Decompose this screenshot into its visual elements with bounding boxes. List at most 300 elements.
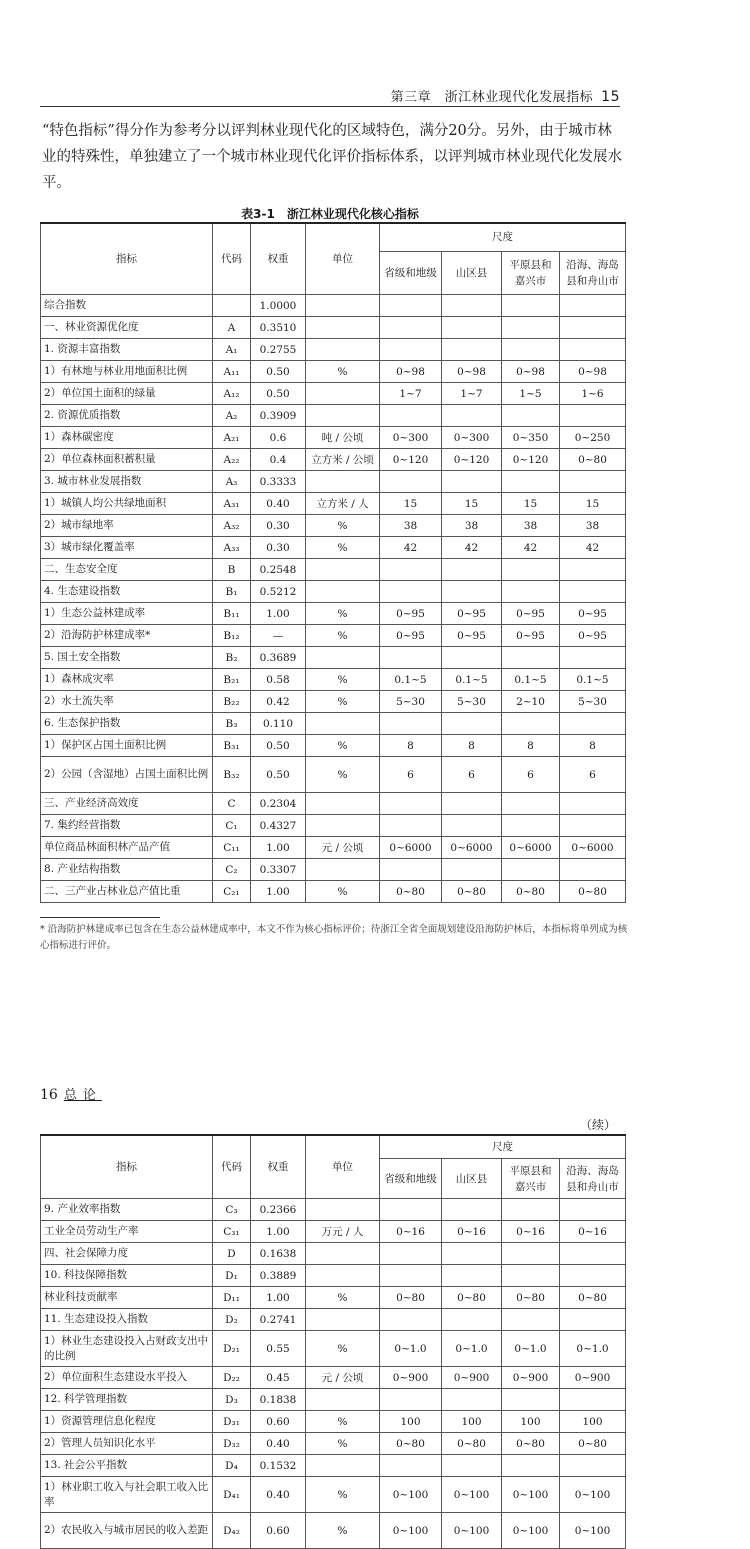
scale-cell: 0~100 xyxy=(380,1513,442,1549)
scale-cell xyxy=(442,295,502,317)
table-row xyxy=(41,1199,626,1221)
scale-cell xyxy=(560,1309,626,1331)
weight-cell: 0.50 xyxy=(251,735,306,757)
code-cell: C₃ xyxy=(213,1199,251,1221)
footnote-rule xyxy=(40,917,160,918)
weight-cell: 1.00 xyxy=(251,881,306,903)
header-scale-col: 平原县和嘉兴市 xyxy=(502,251,560,294)
scale-cell xyxy=(380,1243,442,1265)
code-cell: A₂₂ xyxy=(213,449,251,471)
code-cell: D₄₂ xyxy=(213,1513,251,1549)
page-number: 16 xyxy=(40,1087,58,1103)
unit-cell xyxy=(306,1265,380,1287)
scale-cell xyxy=(560,1243,626,1265)
unit-cell xyxy=(306,581,380,603)
indicator-cell: 2）管理人员知识化水平 xyxy=(41,1433,213,1455)
indicator-cell: 工业全员劳动生产率 xyxy=(41,1221,213,1243)
scale-cell: 0~95 xyxy=(442,603,502,625)
scale-cell: 0~1.0 xyxy=(380,1331,442,1367)
header-scale: 尺度 xyxy=(380,1135,626,1159)
scale-cell: 0~80 xyxy=(380,1433,442,1455)
scale-cell: 0~1.0 xyxy=(560,1331,626,1367)
scale-cell: 38 xyxy=(380,515,442,537)
scale-cell: 0~98 xyxy=(560,361,626,383)
unit-cell: % xyxy=(306,735,380,757)
weight-cell: 0.2741 xyxy=(251,1309,306,1331)
scale-cell: 0~100 xyxy=(502,1513,560,1549)
indicator-cell: 4. 生态建设指数 xyxy=(41,581,213,603)
code-cell: C xyxy=(213,793,251,815)
unit-cell xyxy=(306,559,380,581)
scale-cell xyxy=(502,405,560,427)
header-code: 代码 xyxy=(213,1135,251,1199)
header-indicator: 指标 xyxy=(41,1135,213,1199)
code-cell: B₃₁ xyxy=(213,735,251,757)
weight-cell: 0.60 xyxy=(251,1411,306,1433)
scale-cell xyxy=(560,1389,626,1411)
scale-cell xyxy=(380,1309,442,1331)
scale-cell xyxy=(560,859,626,881)
scale-cell: 38 xyxy=(560,515,626,537)
scale-cell: 5~30 xyxy=(442,691,502,713)
unit-cell xyxy=(306,647,380,669)
scale-cell: 6 xyxy=(502,757,560,793)
indicator-cell: 2）城市绿地率 xyxy=(41,515,213,537)
scale-cell: 15 xyxy=(380,493,442,515)
weight-cell: 1.00 xyxy=(251,837,306,859)
scale-cell xyxy=(442,1199,502,1221)
scale-cell xyxy=(560,1455,626,1477)
scale-cell: 0~95 xyxy=(502,603,560,625)
indicator-cell: 二、生态安全度 xyxy=(41,559,213,581)
table-row xyxy=(41,515,626,537)
scale-cell xyxy=(380,559,442,581)
weight-cell: 0.30 xyxy=(251,537,306,559)
unit-cell xyxy=(306,1243,380,1265)
scale-cell xyxy=(380,859,442,881)
header-scale-col: 沿海、海岛县和舟山市 xyxy=(560,1159,626,1199)
header-code: 代码 xyxy=(213,223,251,295)
weight-cell: 0.110 xyxy=(251,713,306,735)
scale-cell: 0~100 xyxy=(442,1477,502,1513)
scale-cell: 38 xyxy=(442,515,502,537)
table-row xyxy=(41,537,626,559)
scale-cell: 0~900 xyxy=(560,1367,626,1389)
scale-cell xyxy=(442,793,502,815)
unit-cell: 立方米 / 公顷 xyxy=(306,449,380,471)
scale-cell xyxy=(502,317,560,339)
weight-cell: 0.58 xyxy=(251,669,306,691)
unit-cell: 万元 / 人 xyxy=(306,1221,380,1243)
table-row xyxy=(41,361,626,383)
table-row xyxy=(41,859,626,881)
code-cell: D₃₂ xyxy=(213,1433,251,1455)
scale-cell xyxy=(502,815,560,837)
indicator-cell: 1）森林成灾率 xyxy=(41,669,213,691)
weight-cell: 0.50 xyxy=(251,361,306,383)
unit-cell: 元 / 公顷 xyxy=(306,1367,380,1389)
header-weight: 权重 xyxy=(251,1135,306,1199)
code-cell: A₃ xyxy=(213,471,251,493)
scale-cell: 0~80 xyxy=(502,1287,560,1309)
indicator-cell: 2）单位国土面积的绿量 xyxy=(41,383,213,405)
table-row xyxy=(41,837,626,859)
weight-cell: 1.00 xyxy=(251,603,306,625)
table-row xyxy=(41,1455,626,1477)
weight-cell: 0.3510 xyxy=(251,317,306,339)
indicator-cell: 1）林业职工收入与社会职工收入比率 xyxy=(41,1477,213,1513)
table-row xyxy=(41,793,626,815)
scale-cell: 0~95 xyxy=(502,625,560,647)
scale-cell: 1~6 xyxy=(560,383,626,405)
scale-cell: 0~900 xyxy=(380,1367,442,1389)
scale-cell: 0~80 xyxy=(380,1287,442,1309)
indicator-cell: 1）城镇人均公共绿地面积 xyxy=(41,493,213,515)
header-indicator: 指标 xyxy=(41,223,213,295)
code-cell: A₁₁ xyxy=(213,361,251,383)
unit-cell xyxy=(306,339,380,361)
scale-cell xyxy=(380,1265,442,1287)
table-row xyxy=(41,1265,626,1287)
code-cell: A₃₁ xyxy=(213,493,251,515)
scale-cell: 0~1.0 xyxy=(442,1331,502,1367)
scale-cell: 15 xyxy=(442,493,502,515)
scale-cell: 0.1~5 xyxy=(380,669,442,691)
scale-cell xyxy=(442,815,502,837)
table-row xyxy=(41,647,626,669)
scale-cell xyxy=(442,317,502,339)
unit-cell: 吨 / 公顷 xyxy=(306,427,380,449)
weight-cell: 0.50 xyxy=(251,757,306,793)
scale-cell xyxy=(560,793,626,815)
unit-cell xyxy=(306,317,380,339)
indicator-cell: 7. 集约经营指数 xyxy=(41,815,213,837)
scale-cell: 0~80 xyxy=(442,1433,502,1455)
scale-cell: 0.1~5 xyxy=(502,669,560,691)
scale-cell: 6 xyxy=(380,757,442,793)
unit-cell: % xyxy=(306,691,380,713)
scale-cell: 0~80 xyxy=(502,1433,560,1455)
scale-cell xyxy=(380,815,442,837)
table-row xyxy=(41,1367,626,1389)
indicator-cell: 2）水土流失率 xyxy=(41,691,213,713)
indicator-cell: 13. 社会公平指数 xyxy=(41,1455,213,1477)
scale-cell xyxy=(442,647,502,669)
code-cell: A xyxy=(213,317,251,339)
scale-cell xyxy=(442,1455,502,1477)
indicator-cell: 12. 科学管理指数 xyxy=(41,1389,213,1411)
weight-cell: 0.3909 xyxy=(251,405,306,427)
weight-cell: 0.2548 xyxy=(251,559,306,581)
scale-cell xyxy=(442,471,502,493)
scale-cell xyxy=(502,859,560,881)
scale-cell: 100 xyxy=(502,1411,560,1433)
table-body xyxy=(41,1199,626,1549)
scale-cell: 0~95 xyxy=(560,603,626,625)
table-body xyxy=(41,295,626,903)
table-row xyxy=(41,295,626,317)
weight-cell: 0.45 xyxy=(251,1367,306,1389)
code-cell: B₃ xyxy=(213,713,251,735)
scale-cell: 8 xyxy=(502,735,560,757)
code-cell: A₂ xyxy=(213,405,251,427)
scale-cell xyxy=(442,1265,502,1287)
indicator-cell: 2）沿海防护林建成率* xyxy=(41,625,213,647)
indicator-cell: 综合指数 xyxy=(41,295,213,317)
running-head xyxy=(40,1084,102,1103)
indicator-cell: 一、林业资源优化度 xyxy=(41,317,213,339)
header-unit: 单位 xyxy=(306,1135,380,1199)
table-row xyxy=(41,1331,626,1367)
body-paragraph: “特色指标”得分作为参考分以评判林业现代化的区域特色，满分20分。另外，由于城市林业的特殊性，单独建立了一个城市林业现代化评价指标体系，以评判城市林业现代化发展水平。 xyxy=(42,123,622,191)
indicator-cell: 林业科技贡献率 xyxy=(41,1287,213,1309)
scale-cell xyxy=(380,793,442,815)
unit-cell xyxy=(306,383,380,405)
scale-cell: 8 xyxy=(560,735,626,757)
indicator-cell: 6. 生态保护指数 xyxy=(41,713,213,735)
chapter-title: 第三章 浙江林业现代化发展指标 xyxy=(390,90,594,105)
scale-cell xyxy=(380,1199,442,1221)
code-cell: D₁ xyxy=(213,1265,251,1287)
code-cell: D₂₂ xyxy=(213,1367,251,1389)
header-rule xyxy=(40,106,620,107)
scale-cell: 0~80 xyxy=(560,449,626,471)
scale-cell xyxy=(380,405,442,427)
scale-cell xyxy=(502,1455,560,1477)
indicator-cell: 三、产业经济高效度 xyxy=(41,793,213,815)
table-row xyxy=(41,1389,626,1411)
table-row xyxy=(41,1411,626,1433)
scale-cell: 0.1~5 xyxy=(560,669,626,691)
indicator-cell: 1）保护区占国土面积比例 xyxy=(41,735,213,757)
scale-cell xyxy=(502,1265,560,1287)
indicator-cell: 1）生态公益林建成率 xyxy=(41,603,213,625)
scale-cell xyxy=(380,317,442,339)
scale-cell: 0~900 xyxy=(502,1367,560,1389)
indicator-cell: 3）城市绿化覆盖率 xyxy=(41,537,213,559)
unit-cell: % xyxy=(306,1287,380,1309)
scale-cell xyxy=(560,815,626,837)
table-row xyxy=(41,1243,626,1265)
table-row xyxy=(41,317,626,339)
indicator-cell: 二、三产业占林业总产值比重 xyxy=(41,881,213,903)
page-16 xyxy=(0,1070,750,1546)
scale-cell: 0~16 xyxy=(442,1221,502,1243)
header-scale-col: 沿海、海岛县和舟山市 xyxy=(560,251,626,294)
weight-cell: 1.00 xyxy=(251,1287,306,1309)
scale-cell: 0~95 xyxy=(380,625,442,647)
header-scale: 尺度 xyxy=(380,223,626,251)
scale-cell: 0~300 xyxy=(442,427,502,449)
scale-cell xyxy=(442,1243,502,1265)
code-cell: A₂₁ xyxy=(213,427,251,449)
scale-cell xyxy=(560,713,626,735)
core-indicator-table xyxy=(40,222,626,903)
scale-cell xyxy=(560,1265,626,1287)
scale-cell: 100 xyxy=(442,1411,502,1433)
indicator-cell: 2）公园（含湿地）占国土面积比例 xyxy=(41,757,213,793)
indicator-cell: 5. 国土安全指数 xyxy=(41,647,213,669)
unit-cell: % xyxy=(306,1433,380,1455)
weight-cell: 0.3889 xyxy=(251,1265,306,1287)
unit-cell: 立方米 / 人 xyxy=(306,493,380,515)
unit-cell: % xyxy=(306,1477,380,1513)
scale-cell xyxy=(560,339,626,361)
scale-cell xyxy=(442,713,502,735)
scale-cell xyxy=(502,713,560,735)
scale-cell xyxy=(560,559,626,581)
scale-cell xyxy=(380,471,442,493)
weight-cell: 0.40 xyxy=(251,493,306,515)
scale-cell: 5~30 xyxy=(560,691,626,713)
indicator-cell: 8. 产业结构指数 xyxy=(41,859,213,881)
unit-cell: % xyxy=(306,361,380,383)
unit-cell: % xyxy=(306,1331,380,1367)
code-cell: C₁₁ xyxy=(213,837,251,859)
header-unit: 单位 xyxy=(306,223,380,295)
table-row xyxy=(41,427,626,449)
scale-cell xyxy=(502,793,560,815)
scale-cell: 42 xyxy=(560,537,626,559)
code-cell: D₄₁ xyxy=(213,1477,251,1513)
scale-cell xyxy=(560,1199,626,1221)
code-cell: B₂ xyxy=(213,647,251,669)
table-row xyxy=(41,1477,626,1513)
indicator-cell: 四、社会保障力度 xyxy=(41,1243,213,1265)
indicator-cell: 1）林业生态建设投入占财政支出中的比例 xyxy=(41,1331,213,1367)
code-cell: B₂₂ xyxy=(213,691,251,713)
scale-cell: 0~6000 xyxy=(380,837,442,859)
code-cell: C₃₁ xyxy=(213,1221,251,1243)
unit-cell xyxy=(306,1309,380,1331)
unit-cell xyxy=(306,295,380,317)
table-row xyxy=(41,449,626,471)
weight-cell: 0.3307 xyxy=(251,859,306,881)
unit-cell: % xyxy=(306,515,380,537)
scale-cell xyxy=(502,295,560,317)
scale-cell: 8 xyxy=(380,735,442,757)
scale-cell: 0~350 xyxy=(502,427,560,449)
scale-cell: 0~6000 xyxy=(442,837,502,859)
weight-cell: 0.1638 xyxy=(251,1243,306,1265)
indicator-cell: 11. 生态建设投入指数 xyxy=(41,1309,213,1331)
scale-cell: 2~10 xyxy=(502,691,560,713)
unit-cell: 元 / 公顷 xyxy=(306,837,380,859)
header-scale-col: 平原县和嘉兴市 xyxy=(502,1159,560,1199)
weight-cell: 0.4 xyxy=(251,449,306,471)
scale-cell: 0~100 xyxy=(442,1513,502,1549)
scale-cell: 5~30 xyxy=(380,691,442,713)
weight-cell: 0.2366 xyxy=(251,1199,306,1221)
scale-cell: 0~80 xyxy=(560,1433,626,1455)
table-row xyxy=(41,1513,626,1549)
scale-cell xyxy=(442,1309,502,1331)
scale-cell: 15 xyxy=(560,493,626,515)
scale-cell: 0~95 xyxy=(442,625,502,647)
scale-cell: 0~120 xyxy=(442,449,502,471)
indicator-cell: 9. 产业效率指数 xyxy=(41,1199,213,1221)
indicator-cell: 单位商品林面积林产品产值 xyxy=(41,837,213,859)
table-row xyxy=(41,493,626,515)
table-row xyxy=(41,559,626,581)
scale-cell: 0~80 xyxy=(442,881,502,903)
scale-cell: 0~100 xyxy=(502,1477,560,1513)
scale-cell: 0~16 xyxy=(502,1221,560,1243)
scale-cell xyxy=(442,339,502,361)
scale-cell: 0~80 xyxy=(560,881,626,903)
scale-cell xyxy=(560,471,626,493)
indicator-cell: 1）有林地与林业用地面积比例 xyxy=(41,361,213,383)
indicator-cell: 2）农民收入与城市居民的收入差距 xyxy=(41,1513,213,1549)
scale-cell: 0~95 xyxy=(560,625,626,647)
table-row xyxy=(41,405,626,427)
code-cell: B₁ xyxy=(213,581,251,603)
scale-cell: 0~300 xyxy=(380,427,442,449)
table-row xyxy=(41,339,626,361)
weight-cell: 0.60 xyxy=(251,1513,306,1549)
scale-cell xyxy=(380,713,442,735)
table-row xyxy=(41,757,626,793)
table-row xyxy=(41,603,626,625)
unit-cell xyxy=(306,1455,380,1477)
weight-cell: 0.40 xyxy=(251,1477,306,1513)
indicator-cell: 10. 科技保障指数 xyxy=(41,1265,213,1287)
table-row xyxy=(41,1287,626,1309)
code-cell: C₂₁ xyxy=(213,881,251,903)
scale-cell xyxy=(502,1309,560,1331)
scale-cell xyxy=(560,647,626,669)
scale-cell: 0~100 xyxy=(380,1477,442,1513)
scale-cell xyxy=(502,1243,560,1265)
code-cell: D₂₁ xyxy=(213,1331,251,1367)
scale-cell: 100 xyxy=(560,1411,626,1433)
table-row xyxy=(41,669,626,691)
code-cell: B₁₂ xyxy=(213,625,251,647)
code-cell: D₃ xyxy=(213,1389,251,1411)
scale-cell: 0~16 xyxy=(380,1221,442,1243)
table-row xyxy=(41,815,626,837)
unit-cell: % xyxy=(306,881,380,903)
indicator-cell: 1. 资源丰富指数 xyxy=(41,339,213,361)
scale-cell xyxy=(502,339,560,361)
table-row xyxy=(41,1433,626,1455)
scale-cell: 38 xyxy=(502,515,560,537)
code-cell: D₃₁ xyxy=(213,1411,251,1433)
weight-cell: 0.2755 xyxy=(251,339,306,361)
scale-cell: 6 xyxy=(442,757,502,793)
indicator-cell: 1）森林碳密度 xyxy=(41,427,213,449)
code-cell: D xyxy=(213,1243,251,1265)
code-cell: B₁₁ xyxy=(213,603,251,625)
scale-cell xyxy=(380,339,442,361)
code-cell: A₁₂ xyxy=(213,383,251,405)
weight-cell: 0.50 xyxy=(251,383,306,405)
code-cell: A₃₂ xyxy=(213,515,251,537)
unit-cell xyxy=(306,471,380,493)
scale-cell: 0~98 xyxy=(442,361,502,383)
weight-cell: 1.0000 xyxy=(251,295,306,317)
table-row xyxy=(41,881,626,903)
header-scale-col: 省级和地级 xyxy=(380,251,442,294)
table-row xyxy=(41,735,626,757)
scale-cell: 0~80 xyxy=(502,881,560,903)
scale-cell: 0~100 xyxy=(560,1513,626,1549)
continued-label: （续） xyxy=(580,1118,617,1132)
scale-cell: 0~6000 xyxy=(560,837,626,859)
unit-cell: % xyxy=(306,1513,380,1549)
scale-cell: 0~95 xyxy=(380,603,442,625)
scale-cell xyxy=(560,317,626,339)
